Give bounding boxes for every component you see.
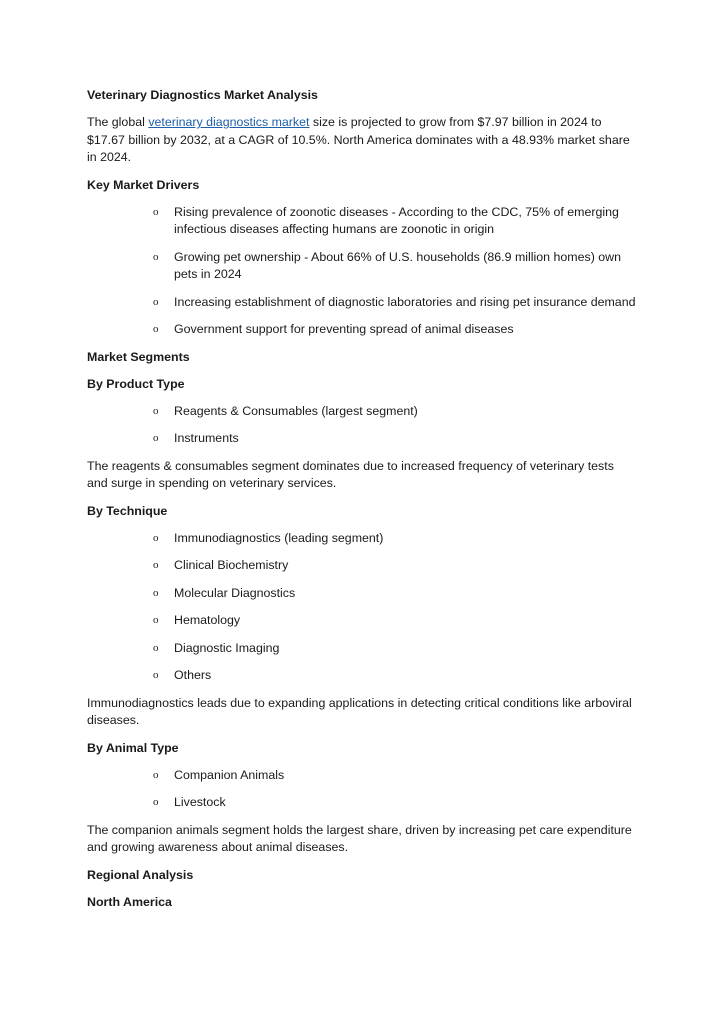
document-page [87,87,637,911]
list-item-text: Instruments [174,431,239,445]
list-item [87,249,637,284]
bullet-icon: o [153,432,159,444]
bullet-icon: o [153,205,159,218]
list-item-text: Livestock [174,795,226,809]
bullet-icon: o [153,614,159,626]
list-item [87,794,637,812]
technique-note: Immunodiagnostics leads due to expanding applications in detecting critical conditions like arboviral diseases. [87,695,632,727]
intro-paragraph [87,114,637,167]
list-item [87,640,637,658]
technique-heading: By Technique [87,503,168,518]
animal-heading: By Animal Type [87,740,179,755]
bullet-icon: o [153,404,159,417]
bullet-icon: o [153,250,159,263]
list-item-text: Increasing establishment of diagnostic laboratories and rising pet insurance demand [174,294,636,309]
list-item [87,294,637,312]
bullet-icon: o [153,295,159,308]
list-item [87,403,637,421]
list-item-text: Growing pet ownership - About 66% of U.S. households (86.9 million homes) own pets in 2024 [174,249,621,281]
document-title: Veterinary Diagnostics Market Analysis [87,88,318,102]
list-item [87,612,637,630]
north-america-heading: North America [87,894,172,909]
animal-note: The companion animals segment holds the largest share, driven by increasing pet care expenditure and growing awareness about animal diseases. [87,822,632,854]
list-item-text: Rising prevalence of zoonotic diseases - According to the CDC, 75% of emerging infectious diseases affecting humans are zoonotic in origin [174,204,619,236]
list-item [87,204,637,239]
list-item [87,557,637,575]
bullet-icon: o [153,796,159,808]
technique-list [87,530,637,685]
list-item-text: Government support for preventing spread of animal diseases [174,322,514,336]
list-item-text: Hematology [174,613,241,627]
bullet-icon: o [153,641,159,654]
intro-suffix: size is projected to grow from $7.97 billion in 2024 to $17.67 billion by 2032, at a CAGR of 10.5%. North America dominates with a 48.93% market share in 2024. [87,115,630,164]
bullet-icon: o [153,669,159,681]
drivers-list [87,204,637,339]
list-item-text: Clinical Biochemistry [174,558,289,572]
list-item-text: Immunodiagnostics (leading segment) [174,530,384,545]
bullet-icon: o [153,531,159,544]
product-note: The reagents & consumables segment dominates due to increased frequency of veterinary tests and surge in spending on veterinary services. [87,458,614,490]
list-item [87,767,637,785]
list-item-text: Others [174,668,212,682]
list-item [87,530,637,548]
bullet-icon: o [153,768,159,781]
list-item-text: Companion Animals [174,767,285,782]
bullet-icon: o [153,559,159,571]
list-item-text: Reagents & Consumables (largest segment) [174,403,418,418]
list-item [87,667,637,685]
market-link[interactable]: veterinary diagnostics market [148,115,310,129]
list-item [87,430,637,448]
intro-prefix: The global [87,115,149,129]
list-item-text: Diagnostic Imaging [174,640,280,655]
product-list [87,403,637,448]
regional-heading: Regional Analysis [87,867,194,882]
animal-list [87,767,637,812]
bullet-icon: o [153,586,159,599]
list-item-text: Molecular Diagnostics [174,585,296,600]
bullet-icon: o [153,323,159,335]
segments-heading: Market Segments [87,349,190,364]
drivers-heading: Key Market Drivers [87,177,200,192]
list-item [87,585,637,603]
list-item [87,321,637,339]
product-heading: By Product Type [87,376,185,391]
